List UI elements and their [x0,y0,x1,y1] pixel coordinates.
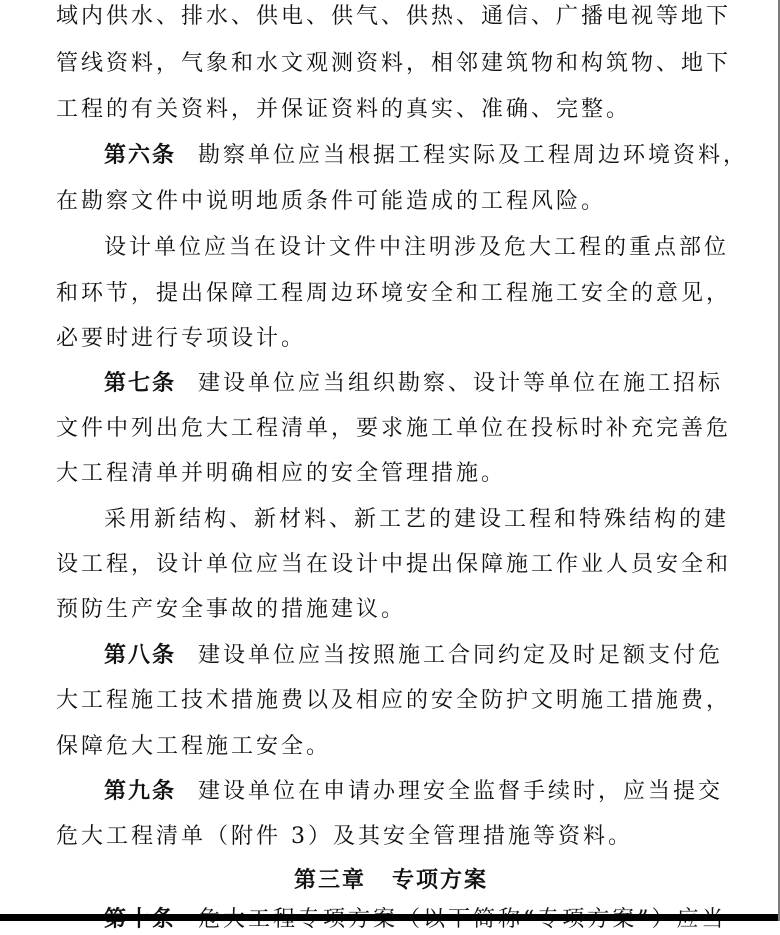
text-line: 在勘察文件中说明地质条件可能造成的工程风险。 [56,189,607,214]
chapter-heading [56,866,726,896]
text-line: 管线资料，气象和水文观测资料，相邻建筑物和构筑物、地下 [56,51,732,76]
text-line: 保障危大工程施工安全。 [56,734,332,759]
article-7-first-line [104,369,723,399]
text-segment: 勘察单位应当根据工程实际及工程周边环境资料， [198,143,749,168]
chapter-title: 专项方案 [392,868,489,893]
article-6-first-line [104,141,748,171]
article-6-label: 第六条 [104,143,177,168]
text-line: 危大工程清单（附件 3）及其安全管理措施等资料。 [56,824,633,849]
article-9-first-line [104,777,723,807]
text-line: 工程的有关资料，并保证资料的真实、准确、完整。 [56,97,632,122]
text-line: 域内供水、排水、供电、供气、供热、通信、广播电视等地下 [56,4,732,29]
chapter-number: 第三章 [293,868,366,893]
text-line: 和环节，提出保障工程周边环境安全和工程施工安全的意见， [56,281,732,306]
text-line: 设计单位应当在设计文件中注明涉及危大工程的重点部位 [104,235,730,260]
article-7-label: 第七条 [104,371,177,396]
text-line: 必要时进行专项设计。 [56,326,307,351]
text-line: 采用新结构、新材料、新工艺的建设工程和特殊结构的建 [104,507,730,532]
text-segment: 建设单位应当组织勘察、设计等单位在施工招标 [198,371,724,396]
text-line: 预防生产安全事故的措施建议。 [56,597,407,622]
text-segment: 建设单位在申请办理安全监督手续时，应当提交 [198,779,724,804]
text-line: 文件中列出危大工程清单，要求施工单位在投标时补充完善危 [56,416,732,441]
text-line: 设工程，设计单位应当在设计中提出保障施工作业人员安全和 [56,552,732,577]
text-line: 大工程清单并明确相应的安全管理措施。 [56,461,507,486]
page-bottom-border [0,914,780,921]
article-9-label: 第九条 [104,779,177,804]
article-8-label: 第八条 [104,643,177,668]
text-segment: 建设单位应当按照施工合同约定及时足额支付危 [198,643,724,668]
article-8-first-line [104,641,723,671]
text-line: 大工程施工技术措施费以及相应的安全防护文明施工措施费， [56,688,732,713]
